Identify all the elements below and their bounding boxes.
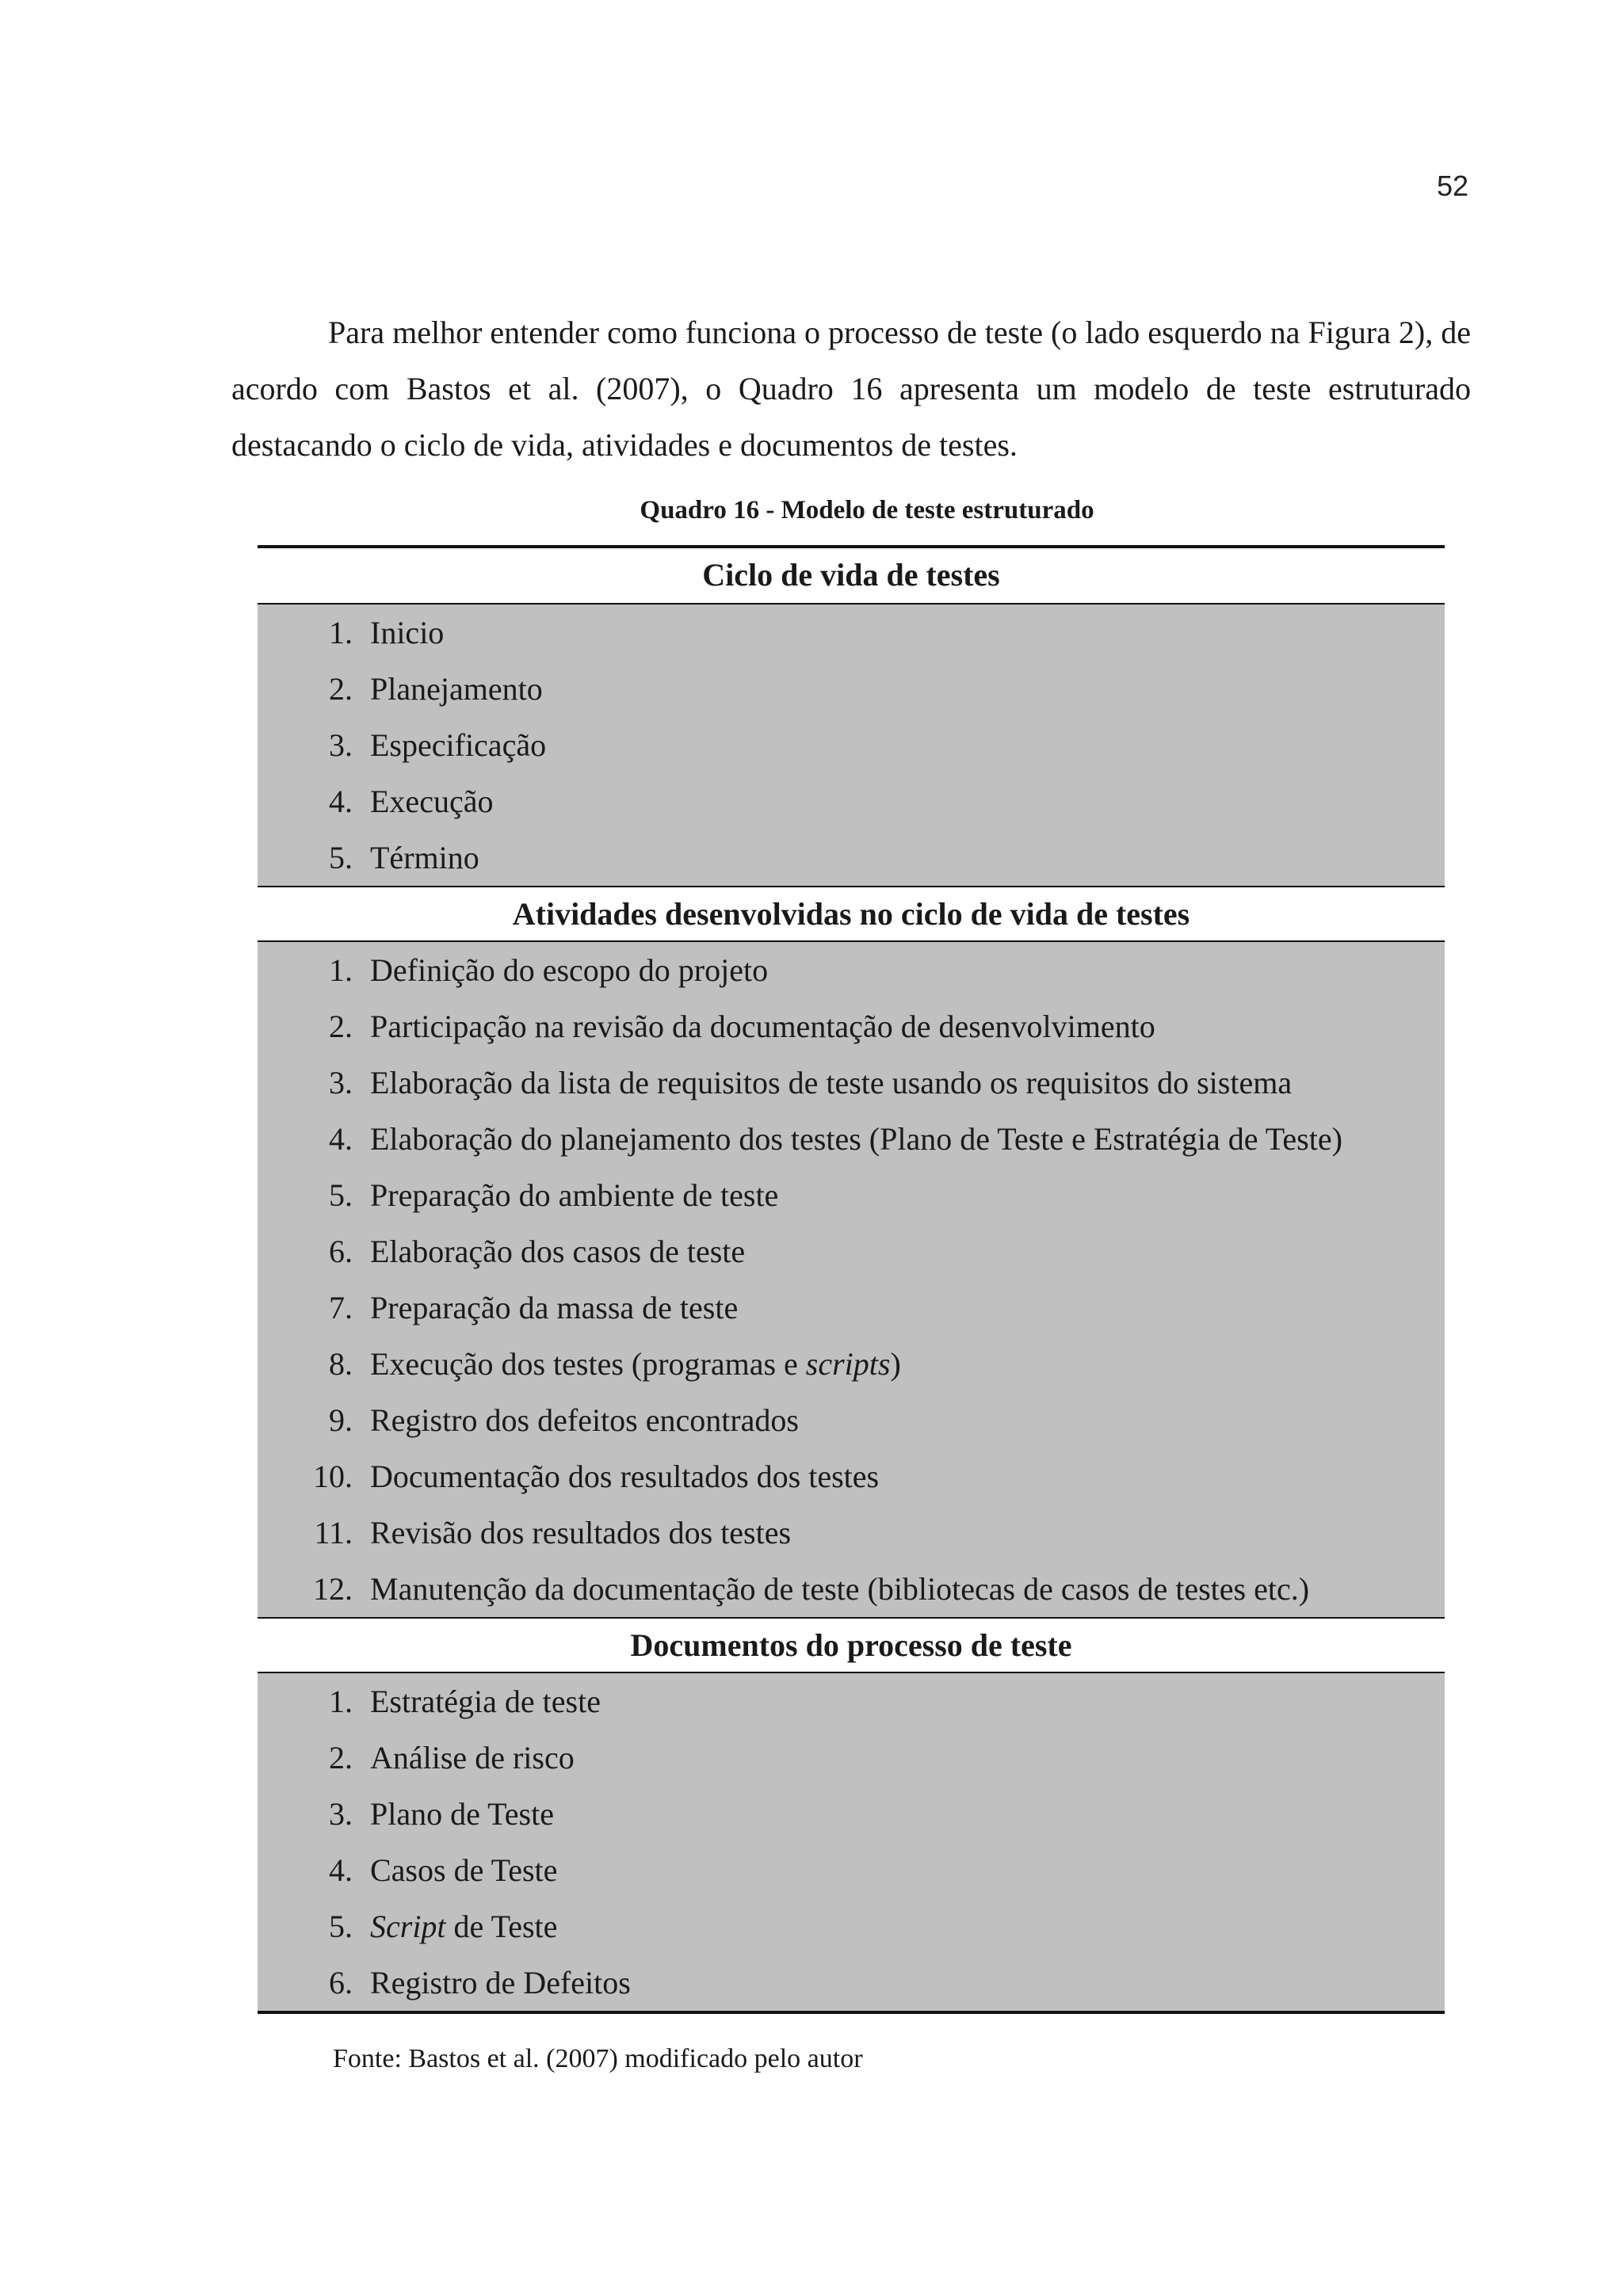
item-number: 2. <box>329 671 353 707</box>
source-note: Fonte: Bastos et al. (2007) modificado pelo autor <box>333 2044 863 2073</box>
item-number: 4. <box>329 1852 353 1888</box>
item-number: 7. <box>329 1290 353 1325</box>
item-number: 5. <box>329 1177 353 1213</box>
item-number: 1. <box>329 952 353 988</box>
item-number: 3. <box>329 1065 353 1100</box>
item-number: 5. <box>329 840 353 875</box>
item-text: Análise de risco <box>370 1740 575 1775</box>
list-item <box>258 1392 1445 1448</box>
item-number: 3. <box>329 1796 353 1832</box>
item-number: 1. <box>329 1684 353 1719</box>
item-text: Definição do escopo do projeto <box>370 952 769 988</box>
list-item <box>258 1673 1445 1730</box>
list-item <box>258 1280 1445 1336</box>
list-item <box>258 1561 1445 1617</box>
section-list-lifecycle <box>258 605 1445 886</box>
list-item <box>258 605 1445 661</box>
item-number: 10. <box>313 1459 353 1494</box>
item-text: Manutenção da documentação de teste (bibliotecas de casos de testes etc.) <box>370 1571 1310 1607</box>
item-text: Planejamento <box>370 671 543 707</box>
item-text-italic: scripts <box>805 1346 891 1382</box>
item-text: Preparação da massa de teste <box>370 1290 739 1325</box>
item-text: Preparação do ambiente de teste <box>370 1177 779 1213</box>
list-item <box>258 1505 1445 1561</box>
item-number: 11. <box>314 1515 353 1550</box>
item-number: 1. <box>329 615 353 650</box>
list-item <box>258 717 1445 773</box>
item-number: 8. <box>329 1346 353 1382</box>
list-item <box>258 1223 1445 1280</box>
list-item <box>258 1898 1445 1955</box>
item-text: Plano de Teste <box>370 1796 554 1832</box>
item-number: 4. <box>329 1121 353 1157</box>
item-text <box>370 1336 901 1392</box>
item-number: 3. <box>329 727 353 763</box>
list-item <box>258 661 1445 717</box>
list-item <box>258 1955 1445 2011</box>
list-item <box>258 1730 1445 1786</box>
item-number: 6. <box>329 1965 353 2000</box>
item-number: 2. <box>329 1009 353 1044</box>
item-number: 2. <box>329 1740 353 1775</box>
item-text: Revisão dos resultados dos testes <box>370 1515 792 1550</box>
item-text: Especificação <box>370 727 547 763</box>
list-item <box>258 773 1445 830</box>
section-title-documents: Documentos do processo de teste <box>258 1617 1445 1673</box>
section-title-activities: Atividades desenvolvidas no ciclo de vida de testes <box>258 886 1445 942</box>
structured-test-model-table <box>258 545 1445 2014</box>
item-text <box>370 1898 557 1955</box>
item-text-part: ) <box>890 1346 901 1382</box>
item-text: Inicio <box>370 615 445 650</box>
item-text: Execução <box>370 784 494 819</box>
item-text: Estratégia de teste <box>370 1684 601 1719</box>
list-item <box>258 1842 1445 1898</box>
item-number: 5. <box>329 1909 353 1944</box>
list-item <box>258 1786 1445 1842</box>
page-number: 52 <box>1436 170 1468 202</box>
item-text-part: de Teste <box>445 1909 558 1944</box>
item-number: 12. <box>313 1571 353 1607</box>
item-number: 6. <box>329 1234 353 1269</box>
list-item <box>258 1055 1445 1111</box>
item-text: Elaboração da lista de requisitos de teste usando os requisitos do sistema <box>370 1065 1293 1100</box>
item-number: 4. <box>329 784 353 819</box>
section-title-lifecycle: Ciclo de vida de testes <box>258 548 1445 605</box>
list-item <box>258 942 1445 998</box>
item-text: Registro dos defeitos encontrados <box>370 1402 799 1438</box>
item-text-part: Execução dos testes (programas e <box>370 1346 806 1382</box>
item-text: Documentação dos resultados dos testes <box>370 1459 880 1494</box>
item-text-italic: Script <box>370 1909 446 1944</box>
list-item <box>258 998 1445 1055</box>
list-item <box>258 1448 1445 1505</box>
item-text: Elaboração dos casos de teste <box>370 1234 746 1269</box>
table-caption: Quadro 16 - Modelo de teste estruturado <box>640 496 1094 524</box>
item-number: 9. <box>329 1402 353 1438</box>
body-paragraph: Para melhor entender como funciona o processo de teste (o lado esquerdo na Figura 2), de acordo com Bastos et al. (2007), o Quadro 16 apresenta um modelo de teste estruturado destacando o ciclo de vida, atividades e documentos de testes. <box>231 315 1471 463</box>
item-text: Registro de Defeitos <box>370 1965 631 2000</box>
section-list-documents <box>258 1673 1445 2011</box>
list-item <box>258 1111 1445 1167</box>
section-list-activities <box>258 942 1445 1617</box>
list-item <box>258 1167 1445 1223</box>
list-item <box>258 830 1445 886</box>
item-text: Casos de Teste <box>370 1852 558 1888</box>
list-item <box>258 1336 1445 1392</box>
item-text: Elaboração do planejamento dos testes (Plano de Teste e Estratégia de Teste) <box>370 1121 1342 1157</box>
item-text: Término <box>370 840 479 875</box>
item-text: Participação na revisão da documentação de desenvolvimento <box>370 1009 1155 1044</box>
